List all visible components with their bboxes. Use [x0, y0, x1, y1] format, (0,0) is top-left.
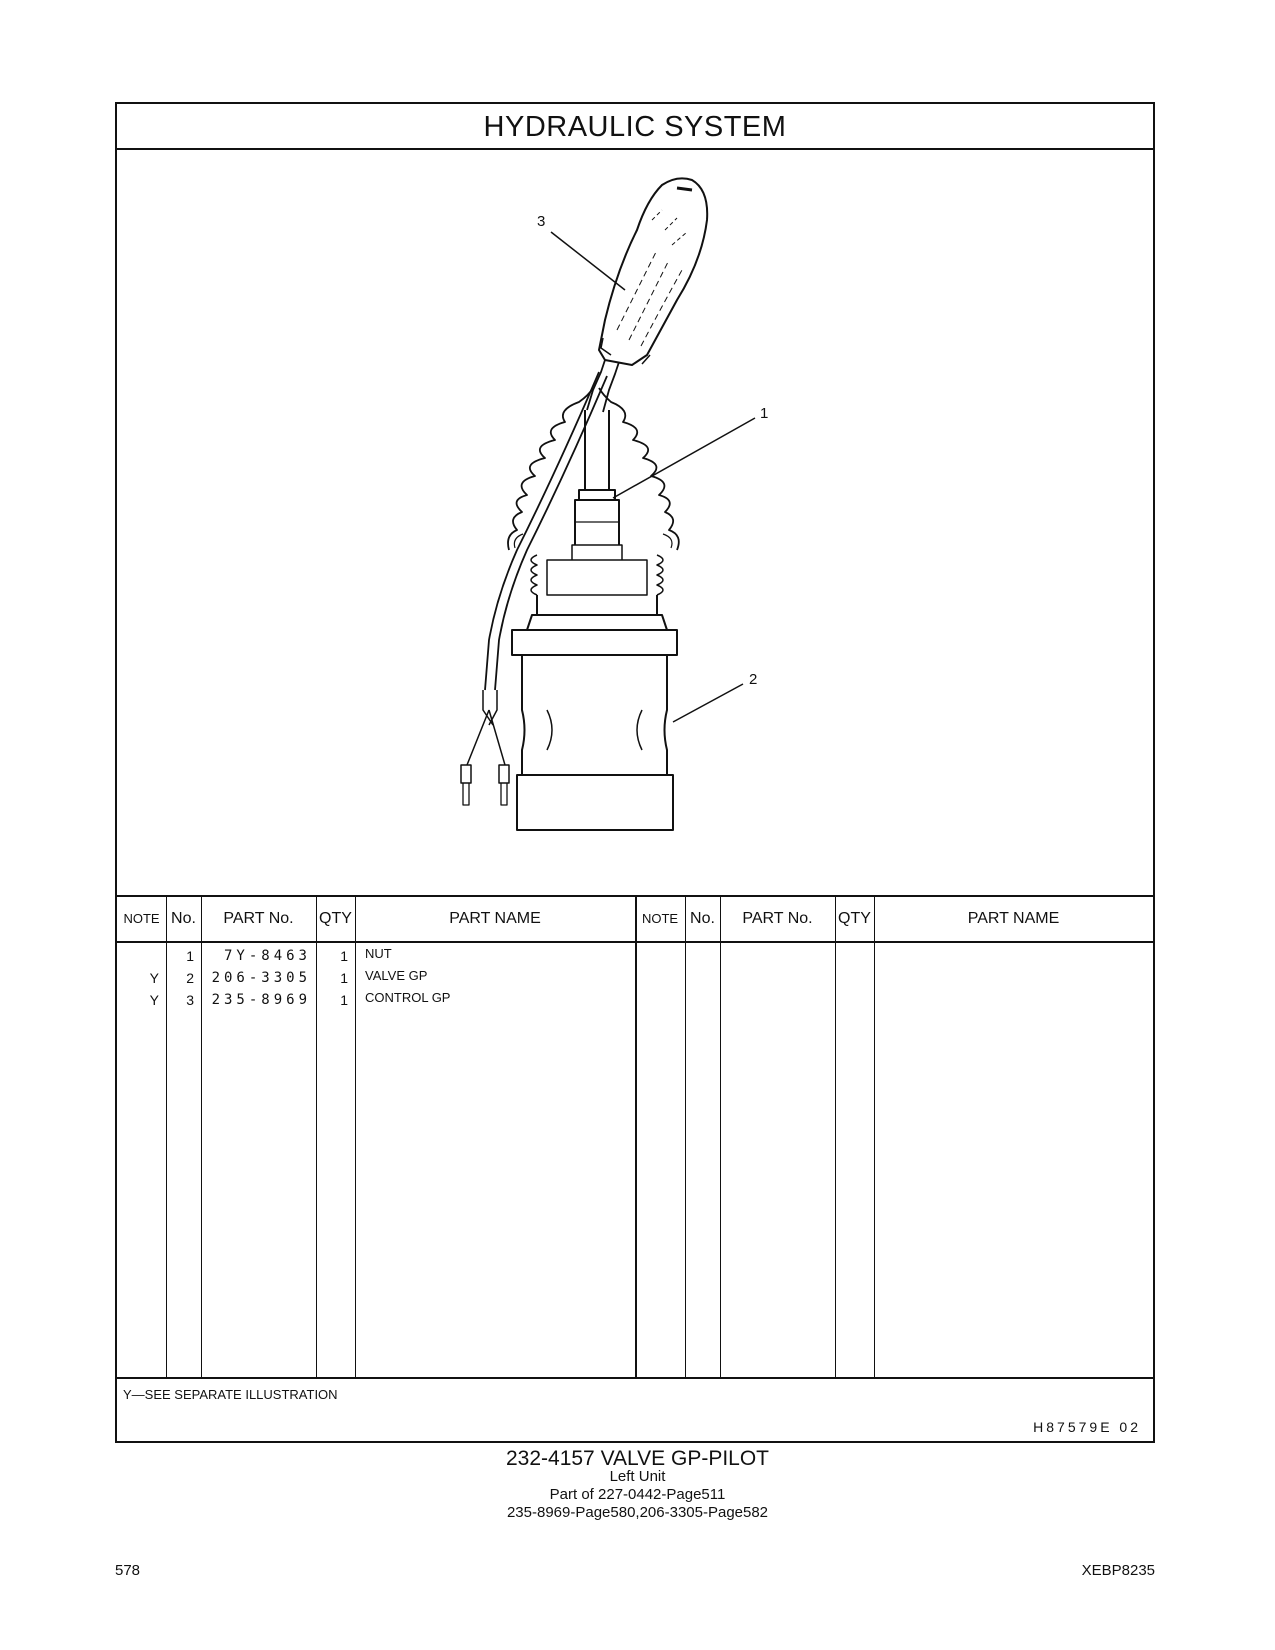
row-1-part-name: NUT	[365, 946, 392, 961]
leader-2	[673, 684, 743, 722]
row-3-part-no: 235-8969	[211, 992, 311, 1008]
col-part-name-2: PART NAME	[967, 910, 1060, 927]
col-part-no-2: PART No.	[742, 910, 813, 927]
caption-line-1: Left Unit	[609, 1468, 666, 1485]
col-part-name: PART NAME	[449, 910, 541, 927]
caption-line-3: 235-8969-Page580,206-3305-Page582	[506, 1504, 769, 1521]
joystick-drawing	[117, 150, 1153, 895]
row-2-part-name: VALVE GP	[365, 968, 428, 983]
col-qty: QTY	[319, 910, 352, 927]
row-2-no: 2	[186, 970, 194, 986]
row-1-part-no: 7Y-8463	[223, 948, 311, 964]
callout-1: 1	[760, 405, 769, 422]
footnote: Y—SEE SEPARATE ILLUSTRATION	[123, 1387, 338, 1402]
row-3-note: Y	[149, 992, 159, 1008]
valve-base	[512, 630, 677, 655]
col-note: NOTE	[123, 911, 160, 926]
col-qty-2: QTY	[838, 910, 871, 927]
callout-2: 2	[749, 671, 758, 688]
table-header-row	[117, 897, 1153, 943]
col-no-2: No.	[690, 910, 715, 927]
caption-line-2: Part of 227-0442-Page511	[549, 1486, 726, 1503]
row-2-note: Y	[149, 970, 159, 986]
wire-harness	[485, 372, 599, 690]
document-code: XEBP8235	[1081, 1562, 1155, 1579]
col-no: No.	[171, 910, 196, 927]
control-handle	[599, 178, 707, 365]
footnote-area	[117, 1377, 1153, 1445]
row-2-qty: 1	[340, 970, 348, 986]
section-title: HYDRAULIC SYSTEM	[117, 104, 1153, 150]
row-3-no: 3	[186, 992, 194, 1008]
parts-page-frame	[115, 102, 1155, 1443]
row-3-qty: 1	[340, 992, 348, 1008]
page-number: 578	[115, 1562, 141, 1579]
row-2-part-no: 206-3305	[211, 970, 311, 986]
exploded-illustration	[117, 150, 1153, 895]
row-3-part-name: CONTROL GP	[365, 990, 451, 1005]
leader-3	[551, 232, 625, 290]
rubber-boot	[508, 388, 593, 550]
assembly-title: 232-4157 VALVE GP-PILOT	[505, 1447, 770, 1470]
callout-3: 3	[537, 213, 546, 230]
row-1-no: 1	[186, 948, 194, 964]
parts-table	[117, 895, 1153, 1379]
row-1-note	[117, 945, 159, 967]
row-1-qty: 1	[340, 948, 348, 964]
illustration-ref: H87579E 02	[1033, 1419, 1141, 1435]
col-part-no: PART No.	[223, 910, 294, 927]
col-note-2: NOTE	[641, 911, 679, 926]
leader-1	[613, 418, 755, 498]
